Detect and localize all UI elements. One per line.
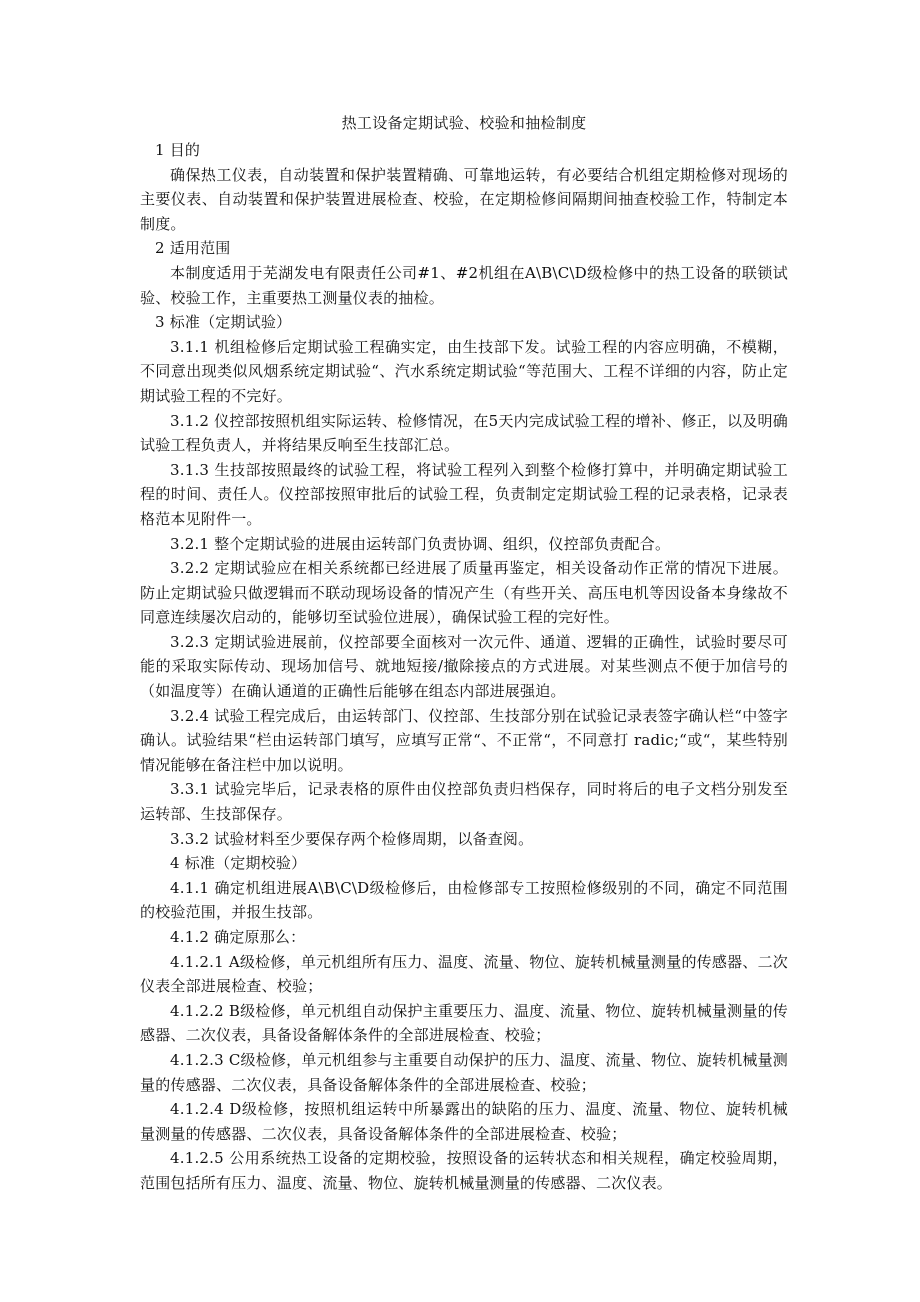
paragraph: 3.1.3 生技部按照最终的试验工程，将试验工程列入到整个检修打算中，并明确定期试验工程的时间、责任人。仪控部按照审批后的试验工程，负责制定定期试验工程的记录表格，记录表格范本见附件一。: [140, 460, 788, 528]
document-title: 热工设备定期试验、校验和抽检制度: [341, 114, 587, 132]
paragraph: 3.2.3 定期试验进展前，仪控部要全面核对一次元件、通道、逻辑的正确性，试验时要尽可能的采取实际传动、现场加信号、就地短接/撤除接点的方式进展。对某些测点不便于加信号的（如温度等）在确认通道的正确性后能够在组态内部进展强迫。: [140, 632, 788, 701]
paragraph: 3.1.2 仪控部按照机组实际运转、检修情况，在5天内完成试验工程的增补、修正，以及明确试验工程负责人，并将结果反响至生技部汇总。: [140, 411, 788, 455]
paragraph: 3.3.2 试验材料至少要保存两个检修周期，以备查阅。: [170, 829, 534, 848]
paragraph: 3.1.1 机组检修后定期试验工程确实定，由生技部下发。试验工程的内容应明确，不模糊，不同意出现类似风烟系统定期试验“、汽水系统定期试验“等范围大、工程不详细的内容，防止定期试验工程的不完好。: [140, 337, 788, 405]
paragraph: 4.1.1 确定机组进展A\B\C\D级检修后，由检修部专工按照检修级别的不同，确定不同范围的校验范围，并报生技部。: [140, 878, 788, 922]
paragraph: 4.1.2.4 D级检修，按照机组运转中所暴露出的缺陷的压力、温度、流量、物位、旋转机械量测量的传感器、二次仪表，具备设备解体条件的全部进展检查、校验；: [140, 1100, 788, 1143]
paragraph: 本制度适用于芜湖发电有限责任公司#1、#2机组在A\B\C\D级检修中的热工设备的联锁试验、校验工作，主重要热工测量仪表的抽检。: [140, 263, 788, 307]
document-body: [140, 138, 788, 1196]
paragraph: 3.2.2 定期试验应在相关系统都已经进展了质量再鉴定，相关设备动作正常的情况下进展。防止定期试验只做逻辑而不联动现场设备的情况产生（有些开关、高压电机等因设备本身缘故不同意连续屡次启动的，能够切至试验位进展），确保试验工程的完好性。: [140, 559, 788, 627]
paragraph: 4 标准（定期校验）: [170, 854, 307, 873]
section-heading: 1 目的: [155, 141, 201, 159]
paragraph: 4.1.2 确定原那么：: [170, 928, 306, 946]
paragraph: 3.2.4 试验工程完成后，由运转部门、仪控部、生技部分别在试验记录表签字确认栏“中签字确认。试验结果“栏由运转部门填写，应填写正常“、不正常“，不同意打 radic;“或“，某些特别情况能够在备注栏中加以说明。: [140, 706, 788, 774]
section-heading: 2 适用范围: [155, 239, 231, 258]
paragraph: 4.1.2.2 B级检修，单元机组自动保护主重要压力、温度、流量、物位、旋转机械量测量的传感器、二次仪表，具备设备解体条件的全部进展检查、校验；: [140, 1001, 788, 1045]
paragraph: 4.1.2.3 C级检修，单元机组参与主重要自动保护的压力、温度、流量、物位、旋转机械量测量的传感器、二次仪表，具备设备解体条件的全部进展检查、校验；: [140, 1050, 788, 1094]
paragraph: 3.2.1 整个定期试验的进展由运转部门负责协调、组织，仪控部负责配合。: [170, 534, 671, 553]
paragraph: 确保热工仪表，自动装置和保护装置精确、可靠地运转，有必要结合机组定期检修对现场的主要仪表、自动装置和保护装置进展检查、校验，在定期检修间隔期间抽查校验工作，特制定本制度。: [140, 165, 788, 233]
paragraph: 3.3.1 试验完毕后，记录表格的原件由仪控部负责归档保存，同时将后的电子文档分别发至运转部、生技部保存。: [140, 780, 788, 824]
section-heading: 3 标准（定期试验）: [155, 313, 292, 332]
paragraph: 4.1.2.1 A级检修，单元机组所有压力、温度、流量、物位、旋转机械量测量的传感器、二次仪表全部进展检查、校验；: [140, 952, 788, 996]
paragraph: 4.1.2.5 公用系统热工设备的定期校验，按照设备的运转状态和相关规程，确定校验周期，范围包括所有压力、温度、流量、物位、旋转机械量测量的传感器、二次仪表。: [140, 1149, 788, 1192]
document-page: [140, 111, 788, 1196]
